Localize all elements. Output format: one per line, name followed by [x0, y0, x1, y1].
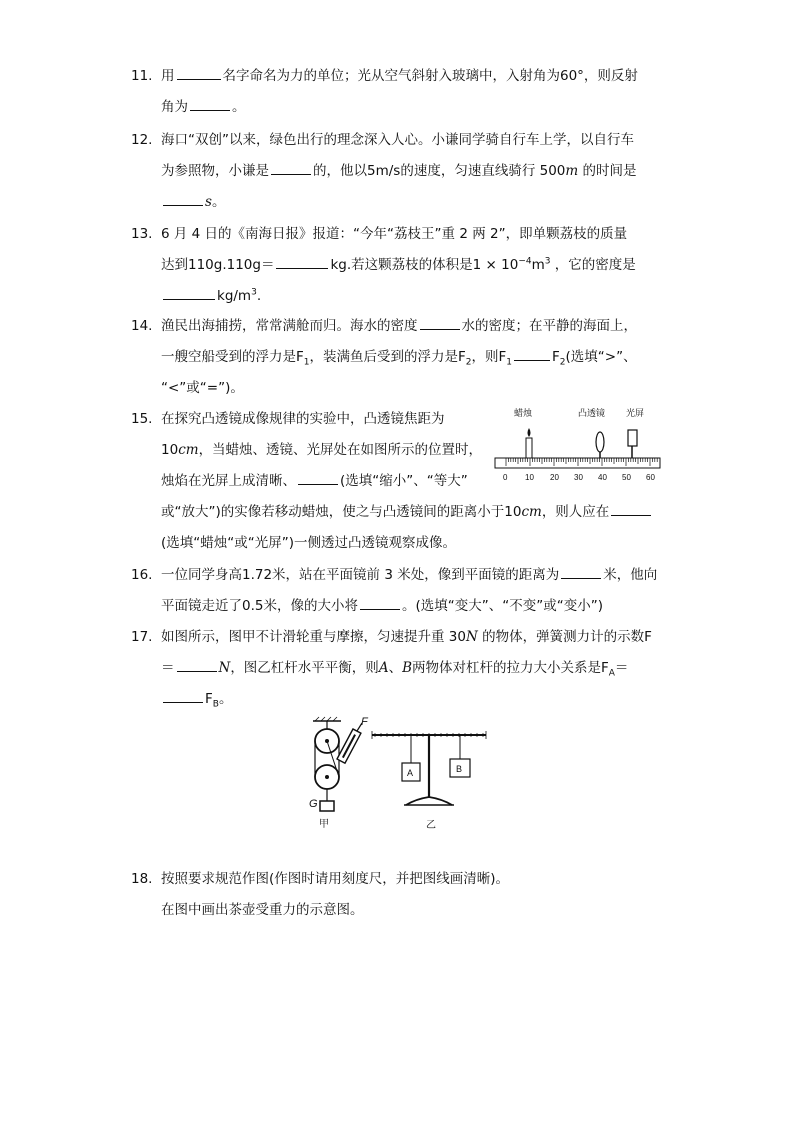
- block-B-label: B: [456, 764, 463, 774]
- answer-blank[interactable]: [271, 160, 311, 175]
- optical-bench-figure: [492, 404, 662, 484]
- question-number: 15.: [131, 411, 153, 427]
- tick-label: 50: [622, 473, 631, 482]
- answer-blank[interactable]: [420, 315, 460, 330]
- question-number: 14.: [131, 318, 153, 334]
- answer-blank[interactable]: [190, 96, 230, 111]
- question-number: 13.: [131, 226, 153, 242]
- label-screen: 光屏: [626, 408, 645, 418]
- answer-blank[interactable]: [298, 470, 338, 485]
- question-18: 18. 按照要求规范作图(作图时请用刻度尺，并把图线画清晰)。 在图中画出茶壶受重力的示意图。: [131, 864, 671, 926]
- question-14: 14. 渔民出海捕捞，常常满舱而归。海水的密度 水的密度；在平静的海面上， 一艘空船受到的浮力是$F_1$，装满鱼后受到的浮力是$F_2$，则$F_1$ $F_2$(选填“>”、 “<”或“=”)。: [131, 311, 671, 404]
- weight-block: [320, 801, 334, 811]
- spring-scale: [337, 729, 361, 763]
- question-number: 17.: [131, 629, 153, 645]
- candle: [526, 438, 532, 458]
- answer-blank[interactable]: [276, 254, 328, 269]
- tick-label: 40: [598, 473, 607, 482]
- answer-blank[interactable]: [163, 191, 203, 206]
- question-11: 11. 用 名字命名为力的单位；光从空气斜射入玻璃中，入射角为60°，则反射 角为 。: [131, 61, 671, 123]
- gravity-label-G: G: [309, 798, 318, 810]
- question-15: 15. 在探究凸透镜成像规律的实验中，凸透镜焦距为 10cm，当蜡烛、透镜、光屏处在如图所示的位置时， 烛焰在光屏上成清晰、 (选填“缩小”、“等大” 或“放大”)的实像若移动蜡烛，使之与凸透镜间的距离小于10cm，则人应在 (选填“蜡烛“或“光屏”)一侧透过凸透镜观察成像。: [131, 404, 671, 559]
- question-number: 18.: [131, 871, 153, 887]
- tick-label: 0: [503, 473, 508, 482]
- question-17: 17. 如图所示，图甲不计滑轮重与摩擦，匀速提升重 30N 的物体，弹簧测力计的示数F ＝ N，图乙杠杆水平平衡，则A、B两物体对杠杆的拉力大小关系是$F_A=$ $F_B$。: [131, 622, 671, 715]
- figure-caption-yi: 乙: [426, 820, 436, 831]
- question-12: 12. 海口“双创”以来，绿色出行的理念深入人心。小谦同学骑自行车上学，以自行车 为参照物，小谦是 的，他以5m/s的速度，匀速直线骑行 500m 的时间是 s。: [131, 125, 671, 218]
- tick-label: 20: [550, 473, 559, 482]
- convex-lens: [596, 432, 604, 452]
- pulley-figure: [305, 715, 375, 830]
- answer-blank[interactable]: [514, 346, 550, 361]
- light-screen: [628, 430, 637, 446]
- figure-caption-jia: 甲: [319, 819, 329, 830]
- question-13: 13. 6 月 4 日的《南海日报》报道：“今年“荔枝王”重 2 两 2”，即单颗荔枝的质量 达到110g.110g＝ kg.若这颗荔枝的体积是$1 \times 10^{-4}m^3$ ，它的密度是 $kg/m^3$.: [131, 219, 671, 312]
- answer-blank[interactable]: [163, 285, 215, 300]
- block-A-label: A: [407, 768, 414, 778]
- tick-label: 30: [574, 473, 583, 482]
- answer-blank[interactable]: [163, 688, 203, 703]
- label-convex-lens: 凸透镜: [578, 408, 606, 418]
- question-number: 12.: [131, 132, 153, 148]
- candle-flame: [528, 428, 531, 437]
- tick-label: 10: [525, 473, 534, 482]
- answer-blank[interactable]: [360, 595, 400, 610]
- answer-blank[interactable]: [561, 564, 601, 579]
- question-number: 16.: [131, 567, 153, 583]
- tick-label: 60: [646, 473, 655, 482]
- question-16: 16. 一位同学身高1.72米，站在平面镜前 3 米处，像到平面镜的距离为 米，他向 平面镜走近了0.5米，像的大小将 。(选填“变大”、“不变”或“变小”): [131, 560, 671, 622]
- tick-labels: [503, 473, 655, 482]
- answer-blank[interactable]: [611, 501, 651, 516]
- question-number: 11.: [131, 68, 153, 84]
- label-candle: 蜡烛: [514, 408, 533, 418]
- answer-blank[interactable]: [177, 657, 217, 672]
- lever-figure: [368, 725, 490, 840]
- answer-blank[interactable]: [177, 65, 221, 80]
- force-label-F: F: [361, 716, 368, 728]
